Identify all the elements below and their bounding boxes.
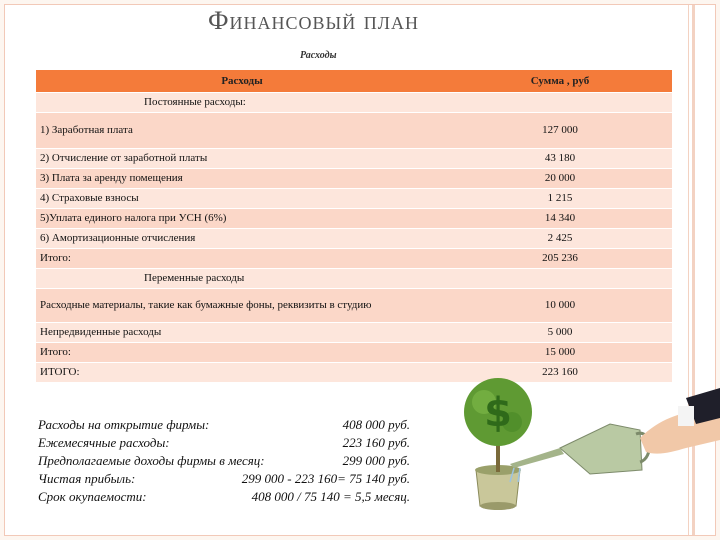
- expense-label: Итого:: [36, 248, 448, 268]
- table-row: [36, 248, 672, 268]
- svg-text:$: $: [484, 390, 512, 436]
- expense-label: Итого:: [36, 342, 448, 362]
- table-row: [36, 288, 672, 322]
- summary-label: Расходы на открытие фирмы:: [38, 417, 210, 432]
- table-row: [36, 168, 672, 188]
- expense-amount: 10 000: [448, 288, 672, 322]
- table-header-row: [36, 70, 672, 92]
- table-row: [36, 342, 672, 362]
- money-tree-watering-can-icon: [440, 378, 720, 538]
- summary-value: 299 000 руб.: [342, 453, 410, 468]
- table-caption: Расходы: [300, 50, 337, 61]
- expense-label: 6) Амортизационные отчисления: [36, 228, 448, 248]
- summary-block: [38, 416, 410, 506]
- table-section-row: [36, 268, 672, 288]
- summary-line: [38, 416, 410, 434]
- expense-amount: 14 340: [448, 208, 672, 228]
- expense-label: ИТОГО:: [36, 362, 448, 382]
- summary-value: 299 000 - 223 160= 75 140 руб.: [241, 471, 410, 486]
- summary-value: 408 000 / 75 140 = 5,5 месяц.: [251, 489, 410, 504]
- summary-label: Ежемесячные расходы:: [38, 435, 170, 450]
- expense-amount: 127 000: [448, 112, 672, 148]
- expense-label: 4) Страховые взносы: [36, 188, 448, 208]
- expense-label: 1) Заработная плата: [36, 112, 448, 148]
- page-title: Финансовый план: [208, 6, 419, 35]
- table-row: [36, 208, 672, 228]
- summary-label: Срок окупаемости:: [38, 489, 147, 504]
- header-expenses: Расходы: [36, 70, 448, 92]
- expense-amount: [448, 92, 672, 112]
- expenses-table: [36, 70, 672, 383]
- expense-label: 5)Уплата единого налога при УСН (6%): [36, 208, 448, 228]
- summary-line: [38, 488, 410, 506]
- expense-label: 3) Плата за аренду помещения: [36, 168, 448, 188]
- expense-amount: [448, 268, 672, 288]
- table-row: [36, 112, 672, 148]
- summary-value: 408 000 руб.: [342, 417, 410, 432]
- summary-value: 223 160 руб.: [342, 435, 410, 450]
- table-row: [36, 188, 672, 208]
- expense-label: 2) Отчисление от заработной платы: [36, 148, 448, 168]
- expense-amount: 5 000: [448, 322, 672, 342]
- table-section-row: [36, 92, 672, 112]
- expense-amount: 1 215: [448, 188, 672, 208]
- expense-amount: 15 000: [448, 342, 672, 362]
- summary-line: [38, 452, 410, 470]
- summary-label: Предполагаемые доходы фирмы в месяц:: [38, 453, 265, 468]
- summary-label: Чистая прибыль:: [38, 471, 136, 486]
- table-row: [36, 322, 672, 342]
- expense-amount: 2 425: [448, 228, 672, 248]
- expense-label: Постоянные расходы:: [36, 92, 448, 112]
- expense-label: Расходные материалы, такие как бумажные фоны, реквизиты в студию: [36, 288, 448, 322]
- expense-amount: 20 000: [448, 168, 672, 188]
- table-body: [36, 92, 672, 382]
- expense-amount: 43 180: [448, 148, 672, 168]
- summary-line: [38, 434, 410, 452]
- summary-line: [38, 470, 410, 488]
- expense-amount: 223 160: [448, 362, 672, 382]
- expense-amount: 205 236: [448, 248, 672, 268]
- table-row: [36, 228, 672, 248]
- table-row: [36, 148, 672, 168]
- header-amount: Сумма , руб: [448, 70, 672, 92]
- expense-label: Переменные расходы: [36, 268, 448, 288]
- expense-label: Непредвиденные расходы: [36, 322, 448, 342]
